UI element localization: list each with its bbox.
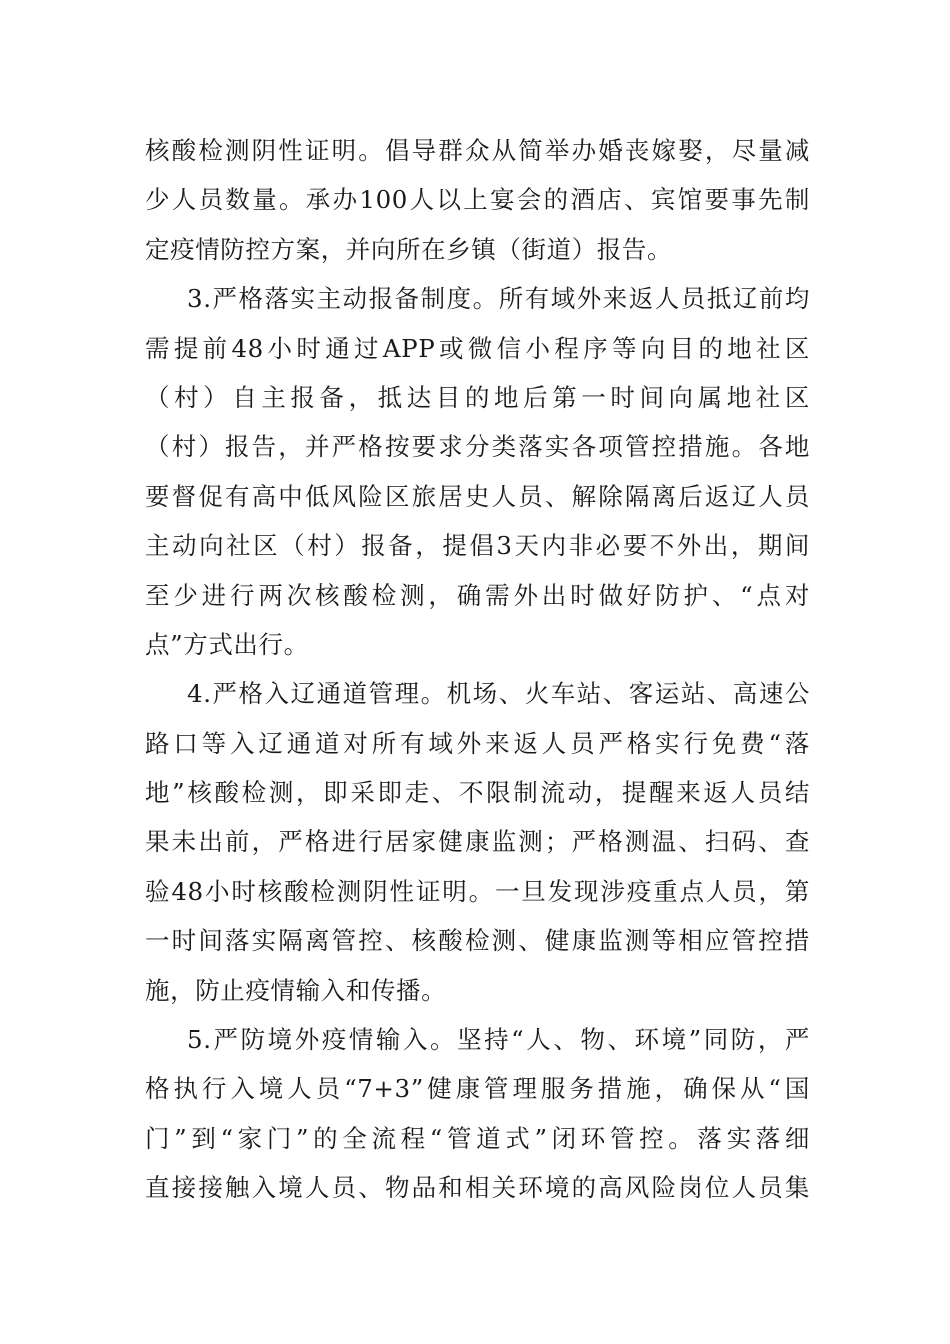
paragraph-first-line: 4.严格入辽通道管理。机场、火车站、客运站、高速公 bbox=[187, 679, 810, 709]
text-line: 格执行入境人员“7+3”健康管理服务措施，确保从“国 bbox=[145, 1074, 810, 1104]
text-line: 核酸检测阴性证明。倡导群众从简举办婚丧嫁娶，尽量减 bbox=[145, 136, 810, 165]
paragraph-first-line: 5.严防境外疫情输入。坚持“人、物、环境”同防，严 bbox=[187, 1025, 810, 1055]
text-line: 验48小时核酸检测阴性证明。一旦发现涉疫重点人员，第 bbox=[145, 876, 810, 906]
text-line: 路口等入辽通道对所有域外来返人员严格实行免费“落 bbox=[145, 728, 810, 758]
text-line: 施，防止疫情输入和传播。 bbox=[145, 975, 447, 1005]
document-body bbox=[145, 126, 810, 1213]
text-line: 直接接触入境人员、物品和相关环境的高风险岗位人员集 bbox=[145, 1173, 810, 1203]
text-line: 要督促有高中低风险区旅居史人员、解除隔离后返辽人员 bbox=[145, 481, 810, 511]
text-line: 主动向社区（村）报备，提倡3天内非必要不外出，期间 bbox=[145, 531, 810, 561]
text-line: 果未出前，严格进行居家健康监测；严格测温、扫码、查 bbox=[145, 827, 810, 857]
text-line: 至少进行两次核酸检测，确需外出时做好防护、“点对 bbox=[145, 580, 810, 610]
text-line: （村）报告，并严格按要求分类落实各项管控措施。各地 bbox=[145, 432, 810, 462]
text-line: 需提前48小时通过APP或微信小程序等向目的地社区 bbox=[145, 333, 810, 363]
text-line: 少人员数量。承办100人以上宴会的酒店、宾馆要事先制 bbox=[145, 185, 810, 215]
text-line: 门”到“家门”的全流程“管道式”闭环管控。落实落细 bbox=[145, 1123, 810, 1153]
paragraph-first-line: 3.严格落实主动报备制度。所有域外来返人员抵辽前均 bbox=[187, 284, 810, 314]
text-line: 地”核酸检测，即采即走、不限制流动，提醒来返人员结 bbox=[145, 778, 810, 808]
text-line: （村）自主报备，抵达目的地后第一时间向属地社区 bbox=[145, 382, 810, 412]
text-line: 点”方式出行。 bbox=[145, 629, 309, 659]
text-line: 定疫情防控方案，并向所在乡镇（街道）报告。 bbox=[145, 234, 673, 264]
text-line: 一时间落实隔离管控、核酸检测、健康监测等相应管控措 bbox=[145, 926, 810, 956]
